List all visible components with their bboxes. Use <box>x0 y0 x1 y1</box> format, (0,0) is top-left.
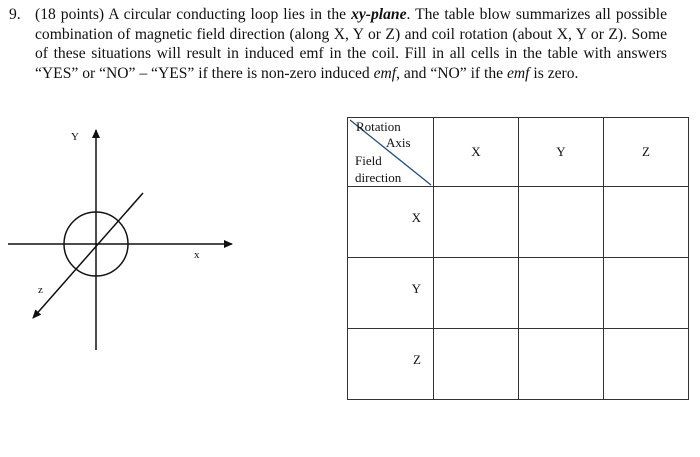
answer-cell[interactable] <box>519 187 604 258</box>
answer-cell[interactable] <box>434 329 519 400</box>
table-corner-cell <box>348 118 434 187</box>
field-label: Field <box>355 153 382 168</box>
table-row <box>348 187 689 258</box>
row-header-text: X <box>411 210 421 225</box>
question-text-part: is zero. <box>529 64 579 82</box>
emf-term: emf <box>373 64 397 82</box>
z-axis-label: z <box>38 284 43 296</box>
xy-plane-term: xy-plane <box>351 6 407 23</box>
rotation-label: Rotation <box>356 119 401 134</box>
answer-cell[interactable] <box>604 258 689 329</box>
row-header-text: Y <box>411 281 421 296</box>
y-axis-label: Y <box>71 131 79 143</box>
question-text <box>35 5 667 83</box>
question-text-part: (18 points) A circular conducting loop lies in the <box>35 6 352 23</box>
x-axis-label: x <box>194 249 200 261</box>
row-header-z <box>348 329 434 400</box>
column-header-z: Z <box>604 118 689 187</box>
row-header-y <box>348 258 434 329</box>
row-header-x <box>348 187 434 258</box>
table-row <box>348 329 689 400</box>
emf-term: emf <box>506 64 530 82</box>
answer-cell[interactable] <box>519 329 604 400</box>
coordinate-axes-figure <box>0 110 250 360</box>
emf-table <box>347 117 689 400</box>
direction-label: direction <box>355 170 402 185</box>
answer-cell[interactable] <box>434 258 519 329</box>
row-header-text: Z <box>413 352 421 367</box>
answer-cell[interactable] <box>434 187 519 258</box>
column-header-x: X <box>434 118 519 187</box>
question-number: 9. <box>9 6 21 23</box>
answer-cell[interactable] <box>604 329 689 400</box>
answer-cell[interactable] <box>519 258 604 329</box>
column-header-y: Y <box>519 118 604 187</box>
table-row <box>348 258 689 329</box>
table-header-row <box>348 118 689 187</box>
question-text-part: . The table blow summarizes all possible combination of magnetic field direction (along X, Y or Z) and coil rotation (about X, Y or Z). Some of these situations will result in induced emf in the coil. Fill in all cells in the table with answers “YES” or “NO” – “YES” if there is non-zero induced <box>35 6 667 82</box>
answer-cell[interactable] <box>604 187 689 258</box>
axis-label: Axis <box>386 135 411 150</box>
question-text-part: , and “NO” if the <box>396 64 507 82</box>
